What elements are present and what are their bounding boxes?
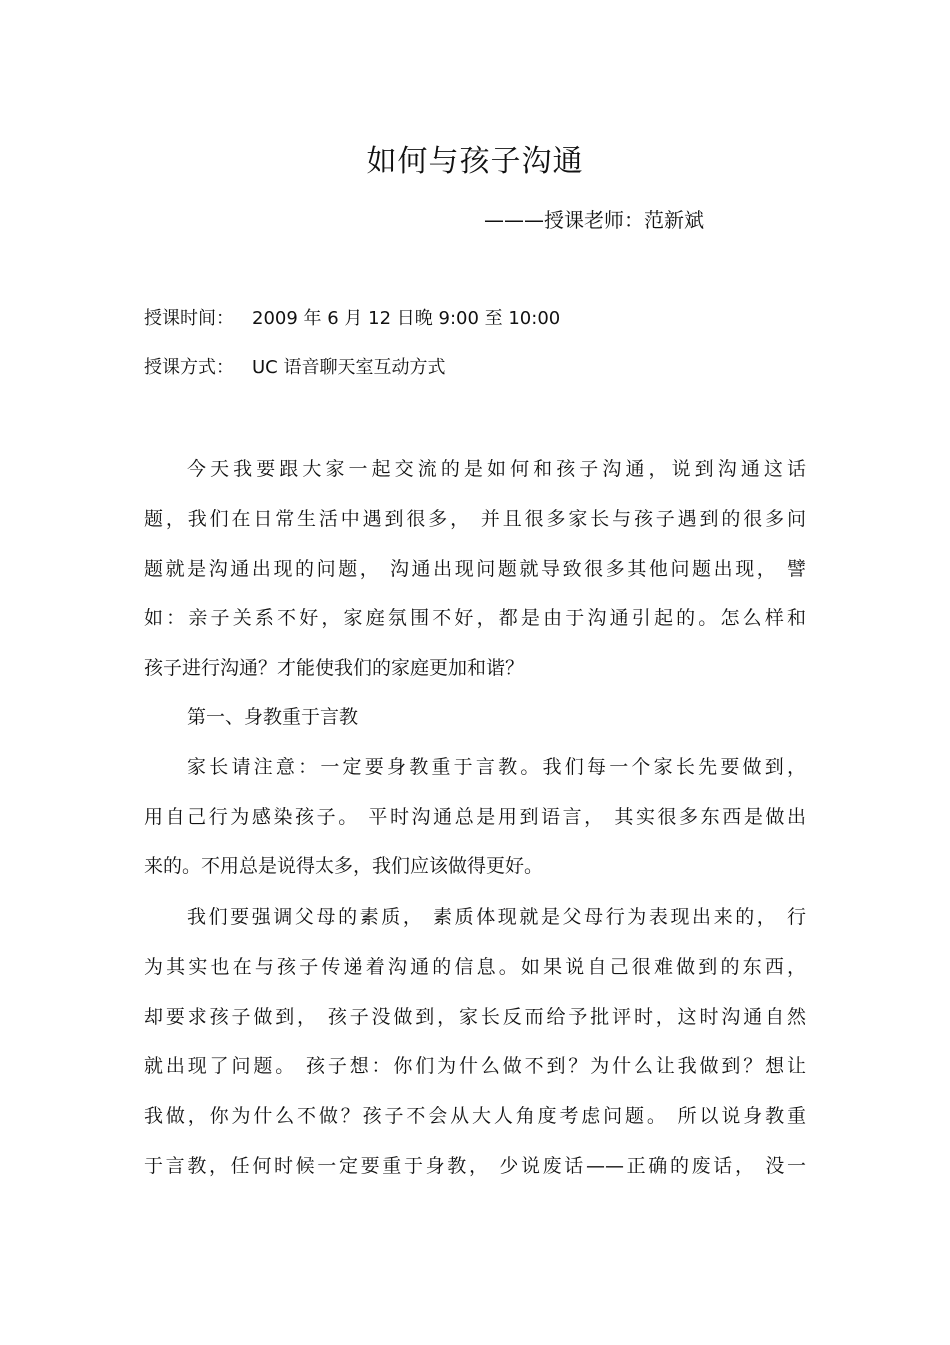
teacher-line: ———授课老师：范新斌 [484, 208, 704, 232]
body-line: 题就是沟通出现的问题， 沟通出现问题就导致很多其他问题出现， 譬 [144, 558, 806, 580]
lesson-mode-value: UC 语音聊天室互动方式 [252, 357, 446, 378]
body-line: 于言教，任何时候一定要重于身教， 少说废话——正确的废话， 没一 [144, 1155, 806, 1177]
lesson-time-value: 2009 年 6 月 12 日晚 9:00 至 10:00 [252, 308, 561, 329]
lesson-time-label: 授课时间： [144, 308, 234, 329]
body-line: 我们要强调父母的素质， 素质体现就是父母行为表现出来的， 行 [187, 906, 806, 928]
body-line: 如：亲子关系不好，家庭氛围不好，都是由于沟通引起的。怎么样和 [144, 607, 806, 629]
lesson-mode-label: 授课方式： [144, 357, 234, 378]
lesson-mode-row [144, 354, 453, 382]
body-line: 家长请注意：一定要身教重于言教。我们每一个家长先要做到， [187, 756, 806, 778]
body-line: 为其实也在与孩子传递着沟通的信息。如果说自己很难做到的东西， [144, 956, 806, 978]
body-line: 题，我们在日常生活中遇到很多， 并且很多家长与孩子遇到的很多问 [144, 508, 806, 530]
body-line: 今天我要跟大家一起交流的是如何和孩子沟通，说到沟通这话 [187, 458, 806, 480]
body-line: 来的。不用总是说得太多，我们应该做得更好。 [144, 855, 544, 877]
body-line: 我做，你为什么不做？孩子不会从大人角度考虑问题。 所以说身教重 [144, 1105, 806, 1127]
lesson-time-row [144, 305, 568, 333]
body-line: 就出现了问题。 孩子想：你们为什么做不到？为什么让我做到？想让 [144, 1055, 806, 1077]
body-line: 却要求孩子做到， 孩子没做到，家长反而给予批评时，这时沟通自然 [144, 1006, 806, 1028]
body-line: 孩子进行沟通？才能使我们的家庭更加和谐？ [144, 657, 525, 679]
section-heading: 第一、身教重于言教 [187, 706, 359, 728]
body-line: 用自己行为感染孩子。 平时沟通总是用到语言， 其实很多东西是做出 [144, 806, 806, 828]
document-title: 如何与孩子沟通 [366, 144, 584, 179]
